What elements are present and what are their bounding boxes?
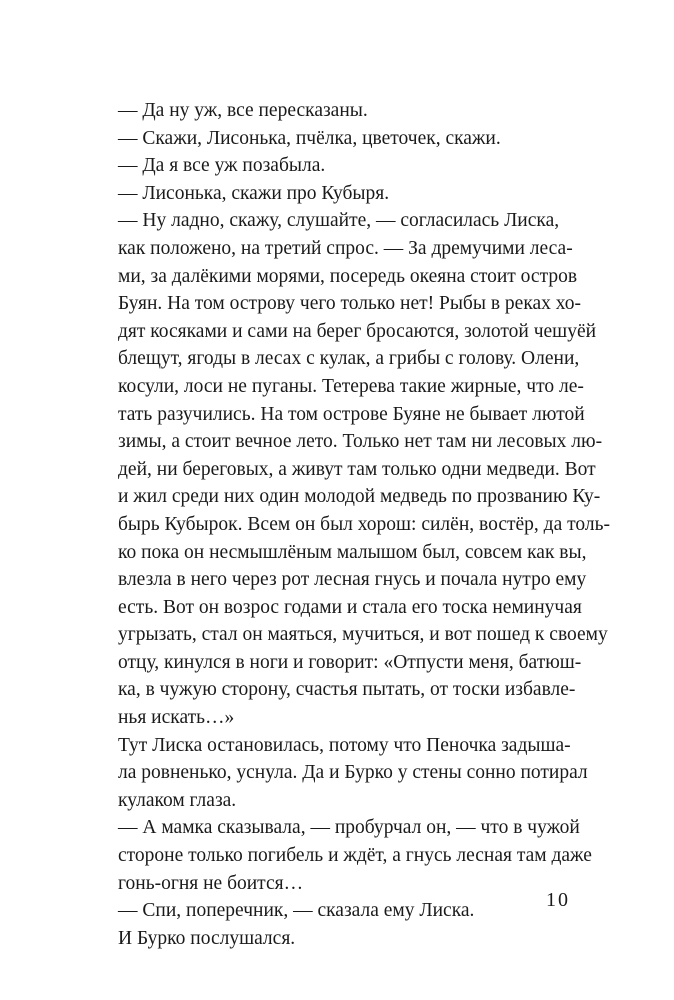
text-line: бырь Кубырок. Всем он был хорош: силён, востёр, да толь- xyxy=(118,513,610,535)
text-line: тать разучились. На том острове Буяне не бывает лютой xyxy=(118,403,585,425)
text-line: как положено, на третий спрос. — За дремучими леса- xyxy=(118,237,573,259)
text-line: отцу, кинулся в ноги и говорит: «Отпусти меня, батюш- xyxy=(118,651,582,673)
text-line: — Лисонька, скажи про Кубыря. xyxy=(118,182,390,204)
text-line: ка, в чужую сторону, счастья пытать, от тоски избавле- xyxy=(118,679,576,701)
text-line: влезла в него через рот лесная гнусь и почала нутро ему xyxy=(118,569,587,591)
text-line: дей, ни береговых, а живут там только одни медведи. Вот xyxy=(118,458,596,480)
text-line: есть. Вот он возрос годами и стала его тоска неминучая xyxy=(118,596,582,618)
text-line: — Ну ладно, скажу, слушайте, — согласилась Лиска, xyxy=(118,210,560,232)
text-line: нья искать…» xyxy=(118,707,235,729)
text-line: гонь-огня не боится… xyxy=(118,872,304,894)
text-line: — Спи, поперечник, — сказала ему Лиска. xyxy=(118,900,475,922)
text-line: — Скажи, Лисонька, пчёлка, цветочек, скажи. xyxy=(118,127,501,149)
text-line: зимы, а стоит вечное лето. Только нет там ни лесовых лю- xyxy=(118,431,603,453)
text-line: ла ровненько, уснула. Да и Бурко у стены сонно потирал xyxy=(118,762,588,784)
text-line: — Да я все уж позабыла. xyxy=(118,155,326,177)
text-line: — Да ну уж, все пересказаны. xyxy=(118,100,368,121)
text-line: стороне только погибель и ждёт, а гнусь лесная там даже xyxy=(118,845,592,867)
text-line: Тут Лиска остановилась, потому что Пеночка задыша- xyxy=(118,734,571,756)
text-line: И Бурко послушался. xyxy=(118,927,296,949)
text-line: — А мамка сказывала, — пробурчал он, — что в чужой xyxy=(118,817,580,839)
text-line: косули, лоси не пуганы. Тетерева такие жирные, что ле- xyxy=(118,375,584,397)
text-line: Буян. На том острову чего только нет! Рыбы в реках хо- xyxy=(118,293,582,315)
text-line: ко пока он несмышлёным малышом был, совсем как вы, xyxy=(118,541,587,563)
body-text xyxy=(118,97,610,952)
text-line: дят косяками и сами на берег бросаются, золотой чешуёй xyxy=(118,320,597,342)
page-number: 10 xyxy=(546,889,570,911)
text-line: блещут, ягоды в лесах с кулак, а грибы с голову. Олени, xyxy=(118,348,580,370)
text-line: и жил среди них один молодой медведь по прозванию Ку- xyxy=(118,486,601,508)
text-line: кулаком глаза. xyxy=(118,789,237,811)
text-line: угрызать, стал он маяться, мучиться, и вот пошед к своему xyxy=(118,624,608,646)
text-line: ми, за далёкими морями, посередь океяна стоит остров xyxy=(118,265,578,287)
